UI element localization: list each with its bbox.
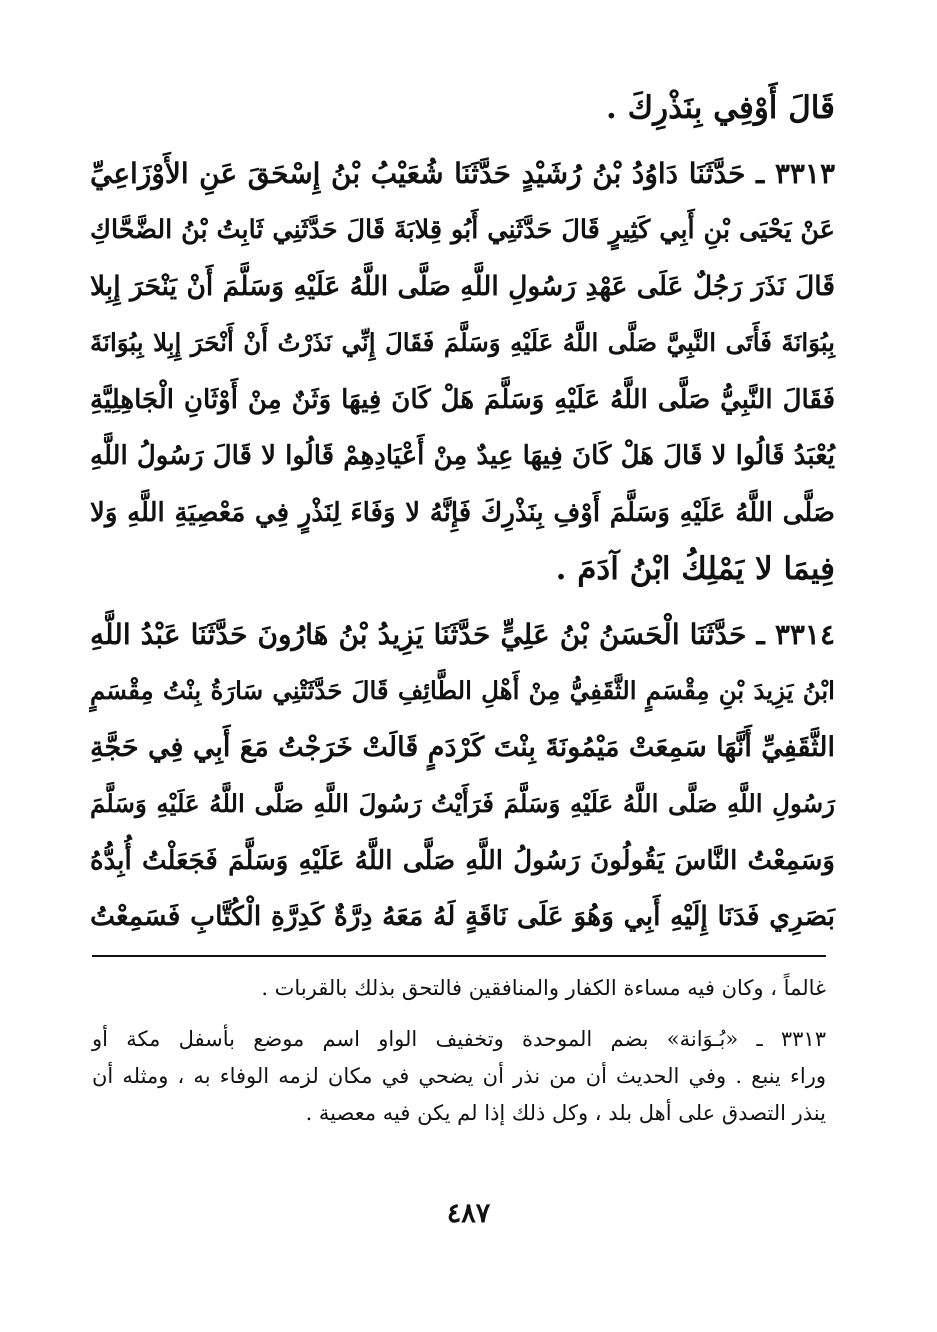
hadith-line: ٣٣١٤ ـ حَدَّثَنَا الْحَسَنُ بْنُ عَلِيٍّ حَدَّثَنَا يَزِيدُ بْنُ هَارُونَ حَدَّثَنَا عَبْدُ اللَّهِ	[90, 617, 835, 651]
hadith-line: فِيمَا لا يَمْلِكُ ابْنُ آدَمَ .	[555, 551, 835, 587]
footnote-line: ينذر التصدق على أهل بلد ، وكل ذلك إذا لم يكن فيه معصية .	[305, 1101, 826, 1125]
hadith-line: بَصَرِي فَدَنَا إِلَيْهِ أَبِي وَهُوَ عَلَى نَاقَةٍ لَهُ مَعَهُ دِرَّةٌ كَدِرَّةِ الْكُتَّابِ فَسَمِعْتُ	[90, 901, 835, 932]
hadith-line: ابْنُ يَزِيدَ بْنِ مِقْسَمٍ الثَّقَفِيُّ مِنْ أَهْلِ الطَّائِفِ قَالَ حَدَّثَتْنِي سَارَةُ بِنْتُ مِقْسَمٍ	[90, 676, 835, 705]
footnote-3313	[92, 1021, 826, 1132]
footnote-line: وراء ينبع . وفي الحديث أن من نذر أن يضحي في مكان لزمه الوفاء به ، ومثله أن	[92, 1064, 826, 1088]
hadith-line: يُعْبَدُ قَالُوا لا قَالَ هَلْ كَانَ فِيهَا عِيدٌ مِنْ أَعْيَادِهِمْ قَالُوا لا قَالَ رَسُولُ اللَّهِ	[90, 441, 835, 471]
hadith-line: بِبُوَانَةَ فَأَتَى النَّبِيَّ صَلَّى اللَّهُ عَلَيْهِ وَسَلَّمَ فَقَالَ إِنِّي نَذَرْتُ أَنْ أَنْحَرَ إِبِلا بِبُوَانَةَ	[90, 328, 835, 357]
text-line: قَالَ أَوْفِي بِنَذْرِكَ .	[606, 90, 835, 126]
hadith-line: فَقَالَ النَّبِيُّ صَلَّى اللَّهُ عَلَيْهِ وَسَلَّمَ هَلْ كَانَ فِيهَا وَثَنٌ مِنْ أَوْثَانِ الْجَاهِلِيَّةِ	[90, 384, 835, 415]
hadith-line: ٣٣١٣ ـ حَدَّثَنَا دَاوُدُ بْنُ رُشَيْدٍ حَدَّثَنَا شُعَيْبُ بْنُ إِسْحَقَ عَنِ الأَوْزَاعِيِّ	[90, 156, 835, 190]
hadith-line: عَنْ يَحْيَى بْنِ أَبِي كَثِيرٍ قَالَ حَدَّثَنِي أَبُو قِلابَةَ قَالَ حَدَّثَنِي ثَابِتُ بْنُ الضَّحَّاكِ	[90, 215, 835, 245]
hadith-3314	[90, 607, 835, 946]
hadith-line: وَسَمِعْتُ النَّاسَ يَقُولُونَ رَسُولُ اللَّهِ صَلَّى اللَّهُ عَلَيْهِ وَسَلَّمَ فَجَعَلْتُ أُبِدُّهُ	[90, 845, 835, 876]
hadith-3313	[90, 146, 835, 598]
page-number: ٤٨٧	[446, 1198, 491, 1229]
hadith-line: رَسُولِ اللَّهِ صَلَّى اللَّهُ عَلَيْهِ وَسَلَّمَ فَرَأَيْتُ رَسُولَ اللَّهِ صَلَّى اللَّهُ عَلَيْهِ وَسَلَّمَ	[90, 789, 835, 818]
footnote-divider	[92, 955, 826, 957]
paragraph-intro	[90, 80, 835, 137]
main-text	[90, 80, 835, 946]
hadith-line: صَلَّى اللَّهُ عَلَيْهِ وَسَلَّمَ أَوْفِ بِنَذْرِكَ فَإِنَّهُ لا وَفَاءَ لِنَذْرٍ فِي مَعْصِيَةِ اللَّهِ وَلا	[90, 497, 835, 528]
footnote-line: غالماً ، وكان فيه مساءة الكفار والمنافقين فالتحق بذلك بالقربات .	[261, 976, 826, 1000]
hadith-line: قَالَ نَذَرَ رَجُلٌ عَلَى عَهْدِ رَسُولِ اللَّهِ صَلَّى اللَّهُ عَلَيْهِ وَسَلَّمَ أَنْ يَنْحَرَ إِبِلا	[90, 270, 835, 302]
footnote-continuation	[92, 970, 826, 1007]
hadith-line: الثَّقَفِيِّ أَنَّهَا سَمِعَتْ مَيْمُونَةَ بِنْتَ كَرْدَمٍ قَالَتْ خَرَجْتُ مَعَ أَبِي فِي حَجَّةِ	[90, 731, 835, 763]
footnotes	[92, 970, 826, 1132]
footnote-line: ٣٣١٣ ـ «بُـوَانة» بضم الموحدة وتخفيف الواو اسم موضع بأسفل مكة أو	[92, 1027, 826, 1051]
